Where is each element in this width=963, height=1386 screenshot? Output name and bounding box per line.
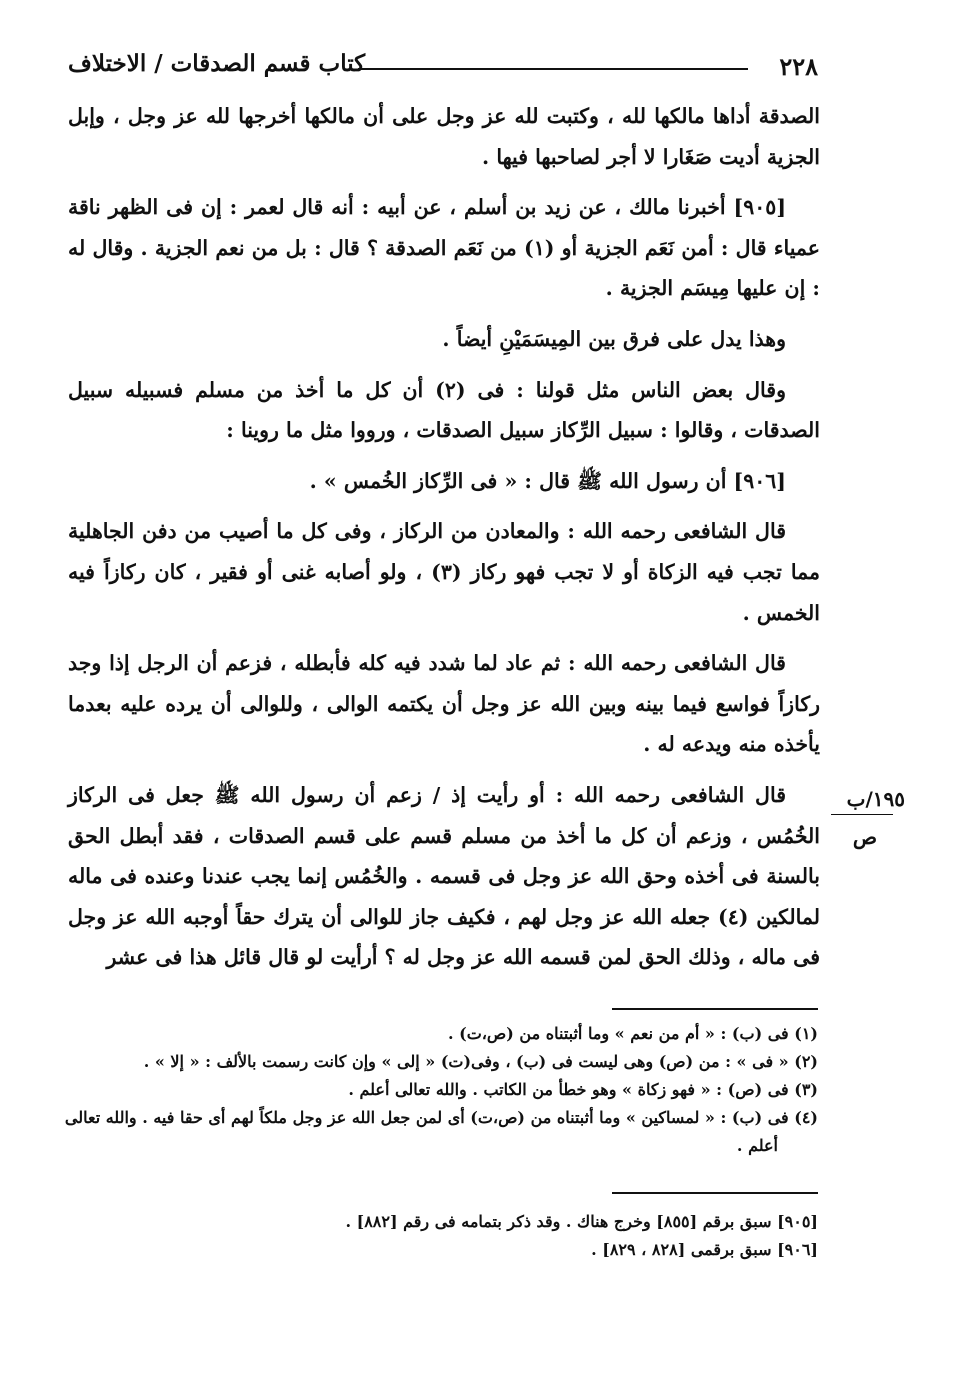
page-header	[68, 46, 818, 86]
paragraph: الصدقة أداها مالكها لله ، وكتبت لله عز وجل على أن مالكها أخرجها لله عز وجل ، وإبل الجزية أديت صَغَارا لا أجر لصاحبها فيها .	[68, 104, 820, 169]
paragraph: قال الشافعى رحمه الله : والمعادن من الركاز ، وفى كل ما أصيب من دفن الجاهلية مما تجب فيه الزكاة أو لا تجب فهو ركاز (٣) ، ولو أصابه غنى أو فقير ، كان ركازاً فيه الخمس .	[68, 519, 820, 625]
reference-rule	[612, 1192, 818, 1194]
running-title: كتاب قسم الصدقات / الاختلاف	[68, 50, 366, 77]
footnote: (٤) فى (ب) : « لمساكين » وما أثبتناه من (ص،ت) أى لمن جعل الله عز وجل ملكاً لهم أى حقا فيه . والله تعالى	[64, 1108, 818, 1127]
footnotes	[60, 1020, 818, 1160]
manuscript-siglum: ص	[852, 825, 877, 849]
reference-note: [٩٠٥] سبق برقم [٨٥٥] وخرج هناك . وقد ذكر بتمامه فى رقم [٨٨٢] .	[345, 1212, 818, 1231]
paragraph: [٩٠٥] أخبرنا مالك ، عن زيد بن أسلم ، عن أبيه : أنه قال لعمر : إن فى الظهر ناقة عمياء قال : أمن نَعَم الجزية أو (١) من نَعَم الصدقة ؟ قال : بل من نعم الجزية . وقال له : إن عليها مِيسَم الجزية .	[68, 195, 820, 301]
margin-note-rule	[831, 814, 893, 815]
paragraph: وهذا يدل على فرق بين المِيسَمَيْنِ أيضاً .	[442, 326, 786, 351]
paragraph: قال الشافعى رحمه الله : ثم عاد لما شدد فيه كله فأبطله ، فزعم أن الرجل إذا وجد ركازاً فواسع فيما بينه وبين الله عز وجل أن يكتمه الوالى ، وللوالى أن يرده عليه بعدما يأخذه منه ويدعه له .	[68, 651, 820, 757]
footnote-continuation: أعلم .	[736, 1136, 778, 1155]
page-number: ٢٢٨	[779, 52, 818, 81]
footnote-rule	[612, 1008, 818, 1010]
margin-note	[835, 780, 905, 856]
main-text	[68, 96, 820, 988]
footnote: (٢) « فى » : من (ص) وهى ليست فى (ب) ، وفى(ت) « إلى » وإن كانت رسمت بالألف : « إلا » .	[143, 1052, 818, 1071]
footnote: (١) فى (ب) : « أم من نعم » وما أثبتناه من (ص،ت) .	[447, 1024, 818, 1043]
paragraph: قال الشافعى رحمه الله : أو رأيت إذ / زعم أن رسول الله ﷺ جعل فى الركاز الخُمُس ، وزعم أن كل ما أخذ من مسلم قسم على قسم الصدقات ، فقد أبطل الحق بالسنة فى أخذه وحق الله عز وجل فى قسمه . والخُمُس إنما يجب عندنا وعنده فى ماله لمالكين (٤) جعله الله عز وجل لهم ، فكيف جاز للوالى أن يترك حقاً أوجبه الله عز وجل فى ماله ، وذلك الحق لمن قسمه الله عز وجل له ؟ أرأيت لو قال قائل هذا فى عشر	[68, 782, 820, 970]
folio-reference: ١٩٥/ب	[846, 787, 905, 811]
paragraph: وقال بعض الناس مثل قولنا : فى (٢) أن كل ما أخذ من مسلم فسبيله سبيل الصدقات ، وقالوا : سبيل الرِّكاز سبيل الصدقات ، ورووا مثل ما روينا :	[68, 377, 820, 443]
hadith-references	[60, 1208, 818, 1264]
reference-note: [٩٠٦] سبق برقمى [٨٢٨ ، ٨٢٩] .	[591, 1240, 818, 1259]
footnote: (٣) فى (ص) : « فهو زكاة » وهو خطأ من الكاتب . والله تعالى أعلم .	[348, 1080, 818, 1099]
header-rule	[358, 68, 748, 70]
paragraph: [٩٠٦] أن رسول الله ﷺ قال : « فى الرِّكاز الخُمس » .	[309, 468, 786, 493]
